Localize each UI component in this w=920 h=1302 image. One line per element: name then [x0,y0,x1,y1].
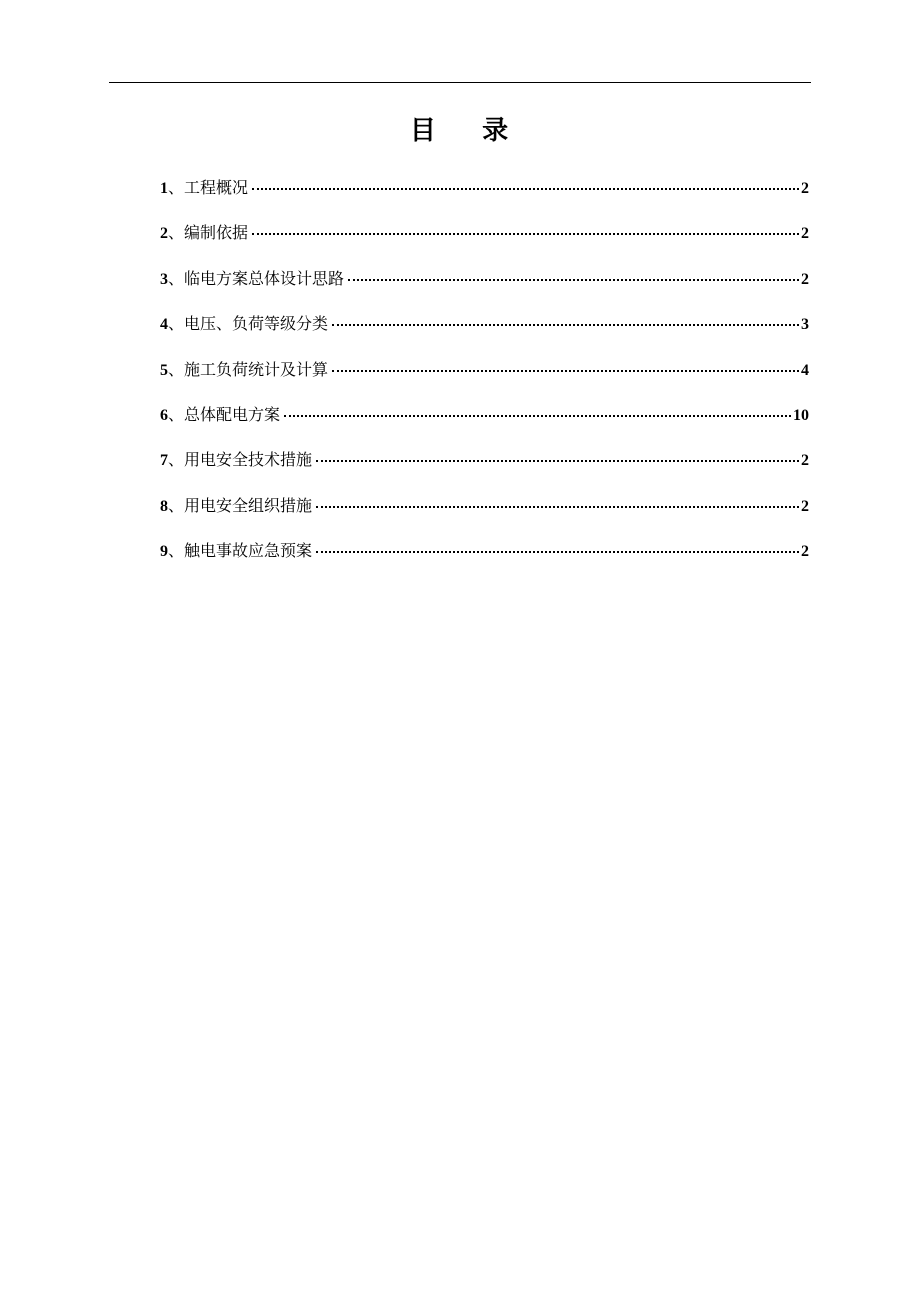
toc-entry-number: 4 [160,316,168,334]
toc-entry-6[interactable] [160,397,809,442]
toc-title: 目 录 [409,116,511,146]
toc-entry-separator: 、 [168,495,185,515]
toc-entry-1[interactable] [160,170,809,215]
toc-entry-title: 临电方案总体设计思路 [184,268,345,288]
toc-entry-8[interactable] [160,488,809,533]
toc-entry-number: 8 [160,497,168,515]
toc-entry-title: 施工负荷统计及计算 [184,359,329,379]
toc-entry-page: 2 [801,270,809,288]
toc-entry-title: 电压、负荷等级分类 [184,314,329,334]
toc-entry-title: 用电安全技术措施 [184,450,313,470]
toc-dot-leader [316,551,799,553]
toc-entry-title: 用电安全组织措施 [184,495,313,515]
toc-entry-number: 1 [160,180,168,197]
toc-dot-leader [316,506,799,508]
toc-entry-separator: 、 [168,178,185,197]
toc-list [160,170,809,579]
toc-entry-page: 4 [801,361,809,379]
toc-entry-number: 2 [160,225,168,243]
toc-entry-number: 5 [160,361,168,379]
toc-entry-number: 9 [160,543,168,561]
toc-entry-number: 3 [160,270,168,288]
toc-entry-separator: 、 [168,268,185,288]
toc-entry-separator: 、 [168,404,185,424]
toc-dot-leader [252,188,799,190]
toc-entry-separator: 、 [168,450,185,470]
toc-entry-separator: 、 [168,223,185,243]
toc-entry-page: 2 [801,497,809,515]
toc-entry-7[interactable] [160,442,809,487]
toc-dot-leader [252,233,799,235]
toc-entry-separator: 、 [168,541,185,561]
toc-entry-4[interactable] [160,306,809,351]
toc-entry-page: 10 [793,406,809,424]
toc-entry-number: 6 [160,406,168,424]
toc-entry-separator: 、 [168,359,185,379]
header-rule [109,82,811,83]
toc-entry-title: 工程概况 [184,178,249,197]
toc-entry-page: 3 [801,316,809,334]
toc-entry-2[interactable] [160,215,809,260]
toc-dot-leader [348,279,799,281]
toc-entry-number: 7 [160,452,168,470]
toc-entry-title: 总体配电方案 [184,404,281,424]
toc-entry-page: 2 [801,543,809,561]
toc-dot-leader [332,370,799,372]
toc-entry-title: 编制依据 [184,223,249,243]
toc-entry-separator: 、 [168,314,185,334]
toc-entry-title: 触电事故应急预案 [184,541,313,561]
toc-entry-page: 2 [801,225,809,243]
toc-dot-leader [316,460,799,462]
toc-entry-5[interactable] [160,352,809,397]
toc-entry-page: 2 [801,452,809,470]
toc-dot-leader [284,415,791,417]
toc-entry-3[interactable] [160,261,809,306]
toc-dot-leader [332,324,799,326]
toc-entry-page: 2 [801,180,809,197]
toc-entry-9[interactable] [160,533,809,578]
